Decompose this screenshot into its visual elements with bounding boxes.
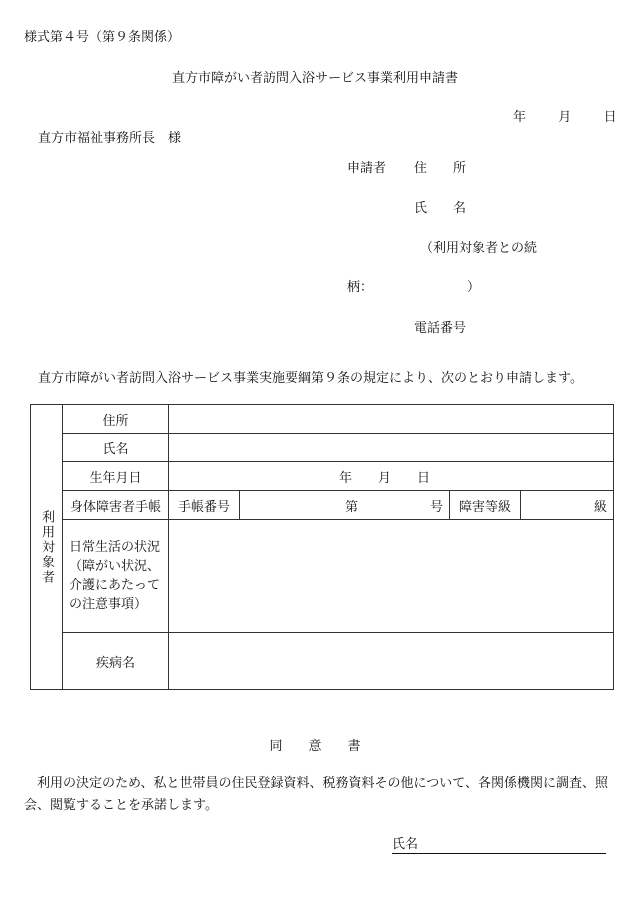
- relation-close-paren: ）: [467, 280, 481, 295]
- consent-title: 同 意 書: [269, 739, 361, 754]
- handbook-number-label: 手帳番号: [169, 491, 240, 520]
- form-number: 様式第４号（第９条関係）: [24, 30, 181, 45]
- relation-label: 柄：: [347, 280, 374, 295]
- dai-label: 第: [344, 499, 358, 515]
- target-person-side-label: 利用対象者: [31, 405, 63, 690]
- applicant-address-label: 住 所: [414, 161, 467, 176]
- row-handbook-label: 身体障害者手帳: [63, 491, 169, 520]
- addressee: 直方市福祉事務所長 様: [38, 131, 182, 146]
- birth-year: 年: [339, 470, 353, 486]
- consent-body: 利用の決定のため、私と世帯員の住民登録資料、税務資料その他について、各関係機関に調査、照会、閲覧することを承諾します。: [24, 776, 608, 813]
- date-day: 日: [603, 110, 617, 125]
- relation-open-label: （利用対象者との続: [420, 241, 538, 256]
- address-field[interactable]: [169, 405, 614, 434]
- disability-grade-label: 障害等級: [450, 491, 521, 520]
- birth-day: 日: [417, 470, 431, 486]
- disability-grade-field[interactable]: [521, 491, 614, 520]
- row-birthdate-label: 生年月日: [63, 462, 169, 491]
- applicant-phone-label: 電話番号: [414, 321, 467, 336]
- row-daily-life-label: 日常生活の状況 （障がい状況、 介護にあたって の注意事項）: [63, 520, 169, 633]
- daily-life-field[interactable]: [169, 520, 614, 633]
- document-title: 直方市障がい者訪問入浴サービス事業利用申請書: [171, 71, 458, 86]
- date-line: [513, 106, 617, 125]
- applicant-label: 申請者: [347, 161, 387, 176]
- birth-month: 月: [378, 470, 392, 486]
- name-field[interactable]: [169, 434, 614, 462]
- signature-line[interactable]: [392, 833, 606, 854]
- date-month: 月: [558, 110, 572, 125]
- request-statement: 直方市障がい者訪問入浴サービス事業実施要綱第９条の規定により、次のとおり申請します。: [38, 371, 583, 386]
- go-label: 号: [429, 499, 443, 515]
- birthdate-field[interactable]: [169, 462, 614, 491]
- target-person-table: [30, 404, 614, 690]
- row-name-label: 氏名: [63, 434, 169, 462]
- row-disease-label: 疾病名: [63, 633, 169, 690]
- row-address-label: 住所: [63, 405, 169, 434]
- handbook-number-field[interactable]: [240, 491, 450, 520]
- date-year: 年: [513, 110, 527, 125]
- applicant-name-label: 氏 名: [414, 201, 467, 216]
- disease-field[interactable]: [169, 633, 614, 690]
- kyu-label: 級: [593, 499, 607, 515]
- signature-label: 氏名: [392, 837, 419, 852]
